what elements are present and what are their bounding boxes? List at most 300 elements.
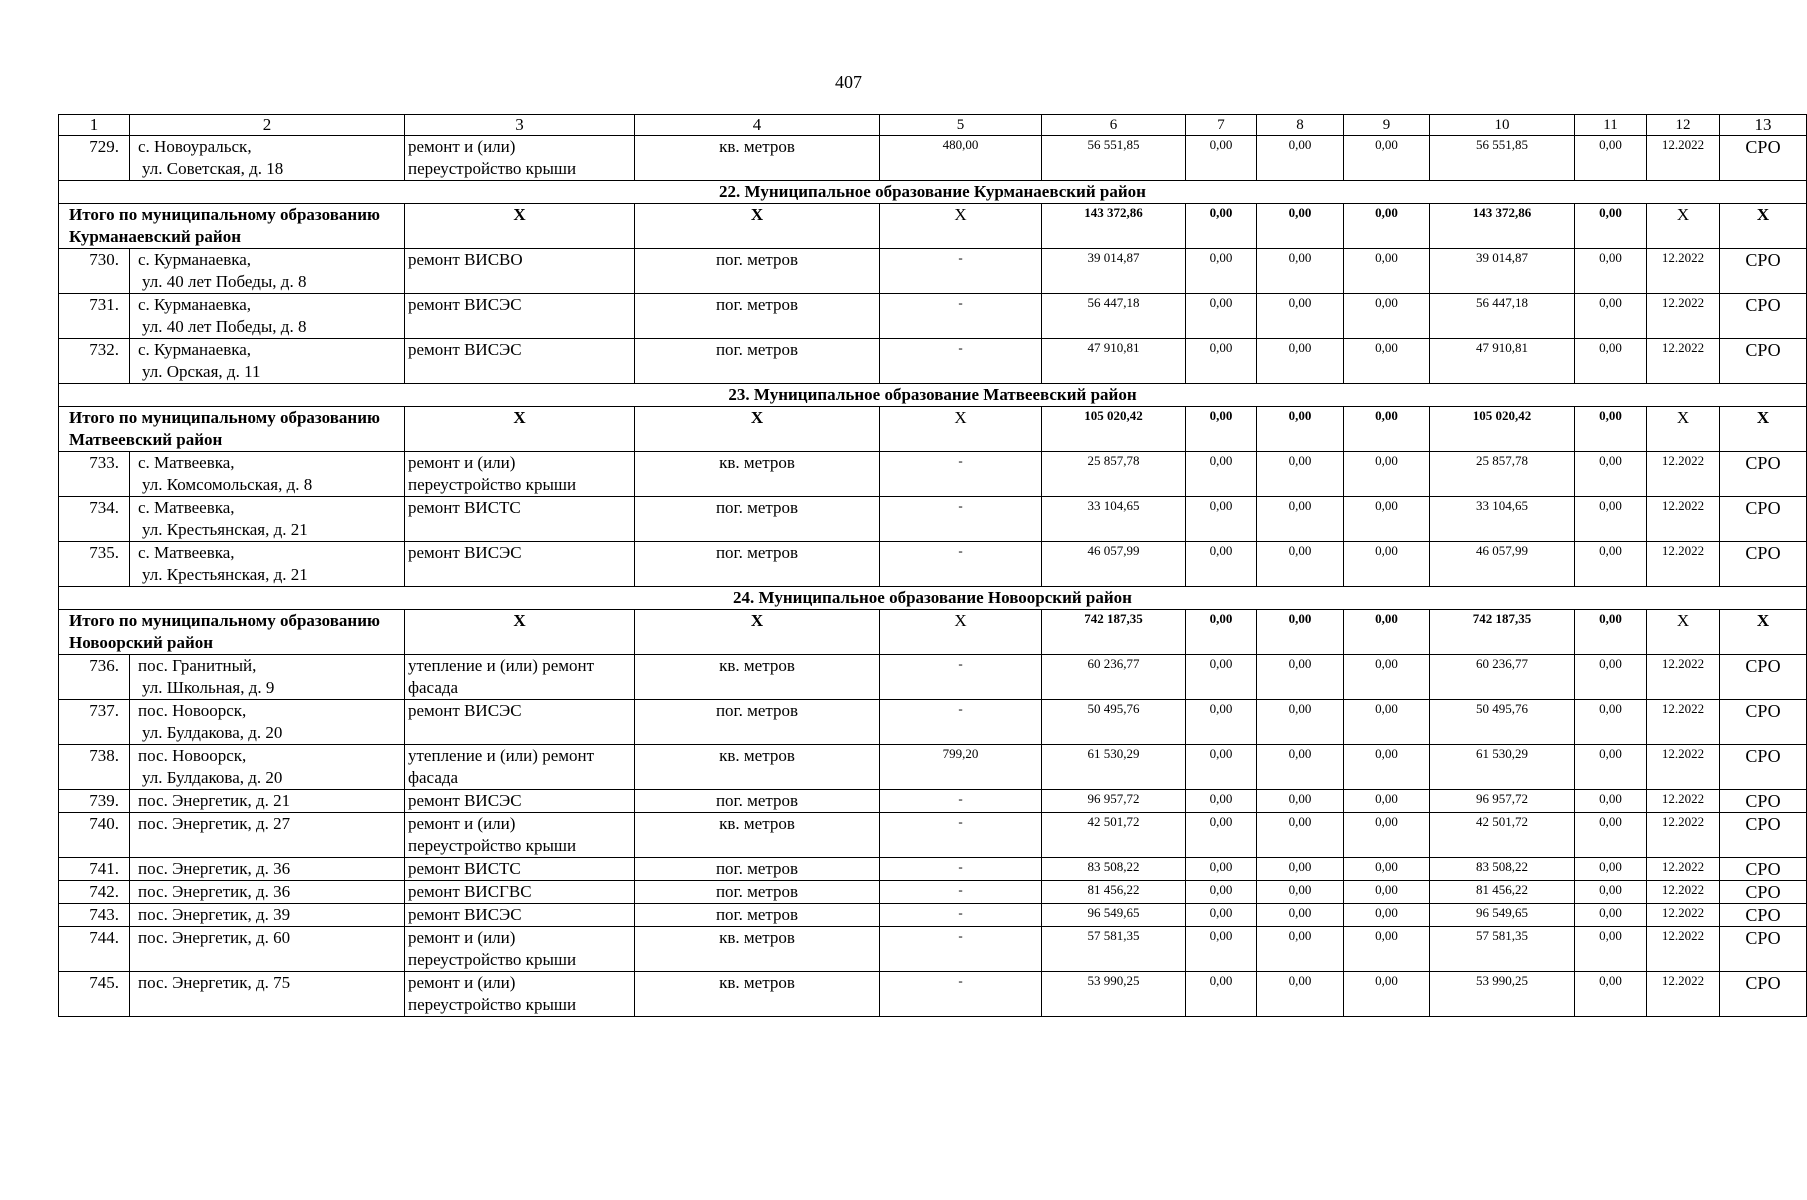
table-row [59, 972, 1807, 1017]
value-cell: 0,00 [1344, 497, 1430, 542]
work-type: ремонт и (или) переустройство крыши [405, 972, 635, 1017]
value-cell: 0,00 [1186, 542, 1257, 587]
value-cell: 0,00 [1344, 927, 1430, 972]
total-cost-cell: 60 236,77 [1042, 655, 1186, 700]
work-type: ремонт ВИСВО [405, 249, 635, 294]
total-value-cell: 0,00 [1257, 204, 1344, 249]
fund-cost-cell: 60 236,77 [1430, 655, 1575, 700]
area-cell: 480,00 [880, 136, 1042, 181]
table-row [59, 294, 1807, 339]
total-x-cell: X [880, 204, 1042, 249]
value-cell: 0,00 [1257, 858, 1344, 881]
value-cell: 0,00 [1186, 904, 1257, 927]
total-x-cell: X [1720, 407, 1807, 452]
total-label: Итого по муниципальному образованию Новоорский район [59, 610, 405, 655]
value-cell: 0,00 [1257, 542, 1344, 587]
area-cell: - [880, 790, 1042, 813]
section-row [59, 587, 1807, 610]
unit-cell: пог. метров [635, 249, 880, 294]
value-cell: 0,00 [1186, 881, 1257, 904]
address-line-1: пос. Новоорск, [138, 701, 247, 720]
total-cost-cell: 39 014,87 [1042, 249, 1186, 294]
address-line-1: с. Курманаевка, [138, 295, 252, 314]
section-title: 23. Муниципальное образование Матвеевский район [59, 384, 1807, 407]
area-cell: - [880, 497, 1042, 542]
address-cell [130, 700, 405, 745]
total-cost-cell: 42 501,72 [1042, 813, 1186, 858]
work-type: ремонт ВИСЭС [405, 700, 635, 745]
date-cell: 12.2022 [1647, 452, 1720, 497]
unit-cell: пог. метров [635, 700, 880, 745]
date-cell: 12.2022 [1647, 339, 1720, 384]
address-cell [130, 294, 405, 339]
row-number: 742. [59, 881, 130, 904]
value-cell: 0,00 [1257, 972, 1344, 1017]
fund-cost-cell: 61 530,29 [1430, 745, 1575, 790]
date-cell: 12.2022 [1647, 294, 1720, 339]
total-row [59, 204, 1807, 249]
address-line-1: с. Курманаевка, [138, 250, 252, 269]
value-cell: 0,00 [1186, 858, 1257, 881]
value-cell: 0,00 [1575, 881, 1647, 904]
total-x-cell: X [1647, 610, 1720, 655]
address-cell [130, 136, 405, 181]
row-number: 744. [59, 927, 130, 972]
unit-cell: пог. метров [635, 497, 880, 542]
capital-repair-table [58, 114, 1807, 1017]
total-value-cell: 0,00 [1575, 610, 1647, 655]
value-cell: 0,00 [1186, 249, 1257, 294]
total-value-cell: 0,00 [1344, 610, 1430, 655]
address-line-1: с. Новоуральск, [138, 137, 252, 156]
address-cell [130, 339, 405, 384]
area-cell: - [880, 813, 1042, 858]
value-cell: 0,00 [1186, 700, 1257, 745]
row-number: 743. [59, 904, 130, 927]
table-row [59, 904, 1807, 927]
value-cell: 0,00 [1186, 745, 1257, 790]
area-cell: - [880, 881, 1042, 904]
value-cell: 0,00 [1257, 904, 1344, 927]
address-cell [130, 813, 405, 858]
value-cell: 0,00 [1257, 745, 1344, 790]
unit-cell: пог. метров [635, 294, 880, 339]
value-cell: 0,00 [1186, 813, 1257, 858]
total-label: Итого по муниципальному образованию Матвеевский район [59, 407, 405, 452]
address-line-1: с. Матвеевка, [138, 453, 235, 472]
section-title: 22. Муниципальное образование Курманаевский район [59, 181, 1807, 204]
total-cost-cell: 83 508,22 [1042, 858, 1186, 881]
fund-cost-cell: 96 957,72 [1430, 790, 1575, 813]
fund-cost-cell: 57 581,35 [1430, 927, 1575, 972]
value-cell: 0,00 [1186, 927, 1257, 972]
header-cell-4: 4 [635, 115, 880, 136]
value-cell: 0,00 [1344, 339, 1430, 384]
address-line-1: с. Курманаевка, [138, 340, 252, 359]
total-x-cell: X [635, 610, 880, 655]
date-cell: 12.2022 [1647, 790, 1720, 813]
total-cost-cell: 53 990,25 [1042, 972, 1186, 1017]
work-type: ремонт ВИСЭС [405, 542, 635, 587]
table-row [59, 881, 1807, 904]
header-cell-9: 9 [1344, 115, 1430, 136]
work-type: ремонт ВИСГВС [405, 881, 635, 904]
fund-cost-cell: 42 501,72 [1430, 813, 1575, 858]
unit-cell: пог. метров [635, 790, 880, 813]
area-cell: - [880, 655, 1042, 700]
value-cell: 0,00 [1186, 294, 1257, 339]
date-cell: 12.2022 [1647, 927, 1720, 972]
value-cell: 0,00 [1344, 452, 1430, 497]
address-line-2: ул. Школьная, д. 9 [142, 678, 275, 697]
total-value-cell: 0,00 [1575, 407, 1647, 452]
fund-cost-cell: 56 447,18 [1430, 294, 1575, 339]
value-cell: 0,00 [1344, 813, 1430, 858]
unit-cell: кв. метров [635, 655, 880, 700]
unit-cell: кв. метров [635, 452, 880, 497]
value-cell: 0,00 [1257, 655, 1344, 700]
header-cell-8: 8 [1257, 115, 1344, 136]
row-number: 735. [59, 542, 130, 587]
value-cell: 0,00 [1186, 497, 1257, 542]
address-line-1: пос. Энергетик, д. 60 [138, 928, 291, 947]
fund-cost-cell: 25 857,78 [1430, 452, 1575, 497]
address-line-2: ул. Крестьянская, д. 21 [142, 520, 308, 539]
date-cell: 12.2022 [1647, 700, 1720, 745]
value-cell: 0,00 [1344, 655, 1430, 700]
area-cell: - [880, 294, 1042, 339]
total-value-cell: 0,00 [1186, 610, 1257, 655]
fund-cost-cell: 56 551,85 [1430, 136, 1575, 181]
work-type: утепление и (или) ремонт фасада [405, 655, 635, 700]
area-cell: - [880, 858, 1042, 881]
value-cell: 0,00 [1257, 813, 1344, 858]
value-cell: 0,00 [1575, 904, 1647, 927]
fund-cost-cell: 50 495,76 [1430, 700, 1575, 745]
source-cell: СРО [1720, 497, 1807, 542]
value-cell: 0,00 [1257, 249, 1344, 294]
source-cell: СРО [1720, 249, 1807, 294]
address-line-2: ул. 40 лет Победы, д. 8 [142, 272, 307, 291]
address-cell [130, 745, 405, 790]
work-type: ремонт и (или) переустройство крыши [405, 927, 635, 972]
total-cost-cell: 61 530,29 [1042, 745, 1186, 790]
value-cell: 0,00 [1575, 813, 1647, 858]
total-x-cell: X [1647, 407, 1720, 452]
value-cell: 0,00 [1575, 790, 1647, 813]
address-line-1: с. Матвеевка, [138, 498, 235, 517]
table-row [59, 542, 1807, 587]
area-cell: - [880, 249, 1042, 294]
total-x-cell: X [1720, 204, 1807, 249]
total-cost-cell: 57 581,35 [1042, 927, 1186, 972]
total-value-cell: 0,00 [1575, 204, 1647, 249]
address-line-1: пос. Энергетик, д. 75 [138, 973, 291, 992]
row-number: 733. [59, 452, 130, 497]
header-cell-5: 5 [880, 115, 1042, 136]
date-cell: 12.2022 [1647, 972, 1720, 1017]
address-line-2: ул. Крестьянская, д. 21 [142, 565, 308, 584]
row-number: 729. [59, 136, 130, 181]
row-number: 736. [59, 655, 130, 700]
source-cell: СРО [1720, 858, 1807, 881]
row-number: 732. [59, 339, 130, 384]
table-row [59, 452, 1807, 497]
row-number: 737. [59, 700, 130, 745]
address-line-2: ул. 40 лет Победы, д. 8 [142, 317, 307, 336]
total-fund-cost: 143 372,86 [1430, 204, 1575, 249]
fund-cost-cell: 81 456,22 [1430, 881, 1575, 904]
area-cell: - [880, 339, 1042, 384]
row-number: 741. [59, 858, 130, 881]
work-type: ремонт ВИСЭС [405, 294, 635, 339]
address-cell [130, 881, 405, 904]
address-cell [130, 249, 405, 294]
work-type: ремонт ВИСТС [405, 497, 635, 542]
total-cost-cell: 81 456,22 [1042, 881, 1186, 904]
row-number: 731. [59, 294, 130, 339]
total-value-cell: 0,00 [1257, 407, 1344, 452]
value-cell: 0,00 [1344, 858, 1430, 881]
total-value-cell: 0,00 [1257, 610, 1344, 655]
total-value-cell: 0,00 [1186, 407, 1257, 452]
address-cell [130, 497, 405, 542]
unit-cell: кв. метров [635, 136, 880, 181]
address-line-2: ул. Советская, д. 18 [142, 159, 284, 178]
table-row [59, 700, 1807, 745]
table-row [59, 813, 1807, 858]
fund-cost-cell: 33 104,65 [1430, 497, 1575, 542]
total-x-cell: X [635, 204, 880, 249]
total-value-cell: 0,00 [1344, 407, 1430, 452]
address-line-1: пос. Энергетик, д. 21 [138, 791, 291, 810]
fund-cost-cell: 96 549,65 [1430, 904, 1575, 927]
unit-cell: кв. метров [635, 745, 880, 790]
total-x-cell: X [880, 610, 1042, 655]
row-number: 734. [59, 497, 130, 542]
value-cell: 0,00 [1257, 881, 1344, 904]
table-row [59, 497, 1807, 542]
total-row [59, 610, 1807, 655]
date-cell: 12.2022 [1647, 904, 1720, 927]
total-fund-cost: 742 187,35 [1430, 610, 1575, 655]
value-cell: 0,00 [1344, 745, 1430, 790]
value-cell: 0,00 [1575, 249, 1647, 294]
table-row [59, 790, 1807, 813]
address-cell [130, 904, 405, 927]
total-x-cell: X [880, 407, 1042, 452]
address-line-1: пос. Новоорск, [138, 746, 247, 765]
header-cell-10: 10 [1430, 115, 1575, 136]
header-cell-13: 13 [1720, 115, 1807, 136]
total-value-cell: 0,00 [1344, 204, 1430, 249]
address-line-1: пос. Энергетик, д. 36 [138, 882, 291, 901]
unit-cell: пог. метров [635, 904, 880, 927]
value-cell: 0,00 [1344, 294, 1430, 339]
unit-cell: кв. метров [635, 972, 880, 1017]
source-cell: СРО [1720, 904, 1807, 927]
fund-cost-cell: 39 014,87 [1430, 249, 1575, 294]
fund-cost-cell: 53 990,25 [1430, 972, 1575, 1017]
source-cell: СРО [1720, 294, 1807, 339]
value-cell: 0,00 [1575, 700, 1647, 745]
value-cell: 0,00 [1575, 858, 1647, 881]
address-line-2: ул. Комсомольская, д. 8 [142, 475, 313, 494]
value-cell: 0,00 [1575, 136, 1647, 181]
address-cell [130, 927, 405, 972]
table-row [59, 249, 1807, 294]
work-type: ремонт и (или) переустройство крыши [405, 813, 635, 858]
address-line-2: ул. Булдакова, д. 20 [142, 768, 283, 787]
address-line-1: пос. Энергетик, д. 39 [138, 905, 291, 924]
work-type: ремонт и (или) переустройство крыши [405, 452, 635, 497]
section-row [59, 181, 1807, 204]
header-cell-1: 1 [59, 115, 130, 136]
date-cell: 12.2022 [1647, 813, 1720, 858]
area-cell: - [880, 452, 1042, 497]
header-cell-12: 12 [1647, 115, 1720, 136]
total-x-cell: X [405, 610, 635, 655]
value-cell: 0,00 [1575, 927, 1647, 972]
value-cell: 0,00 [1344, 790, 1430, 813]
total-x-cell: X [1720, 610, 1807, 655]
unit-cell: пог. метров [635, 881, 880, 904]
source-cell: СРО [1720, 136, 1807, 181]
work-type: ремонт и (или) переустройство крыши [405, 136, 635, 181]
address-cell [130, 972, 405, 1017]
total-cost-cell: 56 551,85 [1042, 136, 1186, 181]
source-cell: СРО [1720, 927, 1807, 972]
area-cell: - [880, 927, 1042, 972]
value-cell: 0,00 [1575, 745, 1647, 790]
total-fund-cost: 105 020,42 [1430, 407, 1575, 452]
address-cell [130, 542, 405, 587]
value-cell: 0,00 [1257, 497, 1344, 542]
page-number: 407 [835, 72, 862, 92]
total-cost: 742 187,35 [1042, 610, 1186, 655]
unit-cell: кв. метров [635, 927, 880, 972]
date-cell: 12.2022 [1647, 745, 1720, 790]
row-number: 740. [59, 813, 130, 858]
value-cell: 0,00 [1344, 972, 1430, 1017]
value-cell: 0,00 [1575, 497, 1647, 542]
total-value-cell: 0,00 [1186, 204, 1257, 249]
value-cell: 0,00 [1186, 790, 1257, 813]
unit-cell: пог. метров [635, 542, 880, 587]
unit-cell: кв. метров [635, 813, 880, 858]
value-cell: 0,00 [1257, 927, 1344, 972]
section-title: 24. Муниципальное образование Новоорский район [59, 587, 1807, 610]
address-line-2: ул. Орская, д. 11 [142, 362, 261, 381]
area-cell: - [880, 542, 1042, 587]
section-row [59, 384, 1807, 407]
header-cell-2: 2 [130, 115, 405, 136]
address-cell [130, 790, 405, 813]
total-x-cell: X [405, 204, 635, 249]
total-cost-cell: 50 495,76 [1042, 700, 1186, 745]
unit-cell: пог. метров [635, 858, 880, 881]
value-cell: 0,00 [1575, 339, 1647, 384]
address-cell [130, 452, 405, 497]
table-row [59, 136, 1807, 181]
header-cell-7: 7 [1186, 115, 1257, 136]
date-cell: 12.2022 [1647, 655, 1720, 700]
date-cell: 12.2022 [1647, 881, 1720, 904]
area-cell: 799,20 [880, 745, 1042, 790]
source-cell: СРО [1720, 655, 1807, 700]
value-cell: 0,00 [1257, 294, 1344, 339]
row-number: 738. [59, 745, 130, 790]
value-cell: 0,00 [1257, 136, 1344, 181]
header-cell-3: 3 [405, 115, 635, 136]
total-cost-cell: 96 549,65 [1042, 904, 1186, 927]
source-cell: СРО [1720, 790, 1807, 813]
date-cell: 12.2022 [1647, 858, 1720, 881]
total-cost-cell: 56 447,18 [1042, 294, 1186, 339]
area-cell: - [880, 700, 1042, 745]
value-cell: 0,00 [1344, 136, 1430, 181]
total-cost: 105 020,42 [1042, 407, 1186, 452]
total-cost-cell: 33 104,65 [1042, 497, 1186, 542]
total-cost-cell: 46 057,99 [1042, 542, 1186, 587]
value-cell: 0,00 [1575, 542, 1647, 587]
total-cost: 143 372,86 [1042, 204, 1186, 249]
header-row [59, 115, 1807, 136]
fund-cost-cell: 83 508,22 [1430, 858, 1575, 881]
date-cell: 12.2022 [1647, 136, 1720, 181]
area-cell: - [880, 904, 1042, 927]
address-line-1: пос. Энергетик, д. 27 [138, 814, 291, 833]
value-cell: 0,00 [1186, 452, 1257, 497]
table-row [59, 745, 1807, 790]
table-row [59, 927, 1807, 972]
total-x-cell: X [405, 407, 635, 452]
address-line-1: пос. Энергетик, д. 36 [138, 859, 291, 878]
total-label: Итого по муниципальному образованию Курманаевский район [59, 204, 405, 249]
fund-cost-cell: 47 910,81 [1430, 339, 1575, 384]
value-cell: 0,00 [1344, 700, 1430, 745]
work-type: ремонт ВИСТС [405, 858, 635, 881]
source-cell: СРО [1720, 452, 1807, 497]
date-cell: 12.2022 [1647, 249, 1720, 294]
source-cell: СРО [1720, 813, 1807, 858]
value-cell: 0,00 [1257, 790, 1344, 813]
value-cell: 0,00 [1575, 972, 1647, 1017]
total-x-cell: X [1647, 204, 1720, 249]
table-row [59, 339, 1807, 384]
address-line-1: пос. Гранитный, [138, 656, 257, 675]
work-type: ремонт ВИСЭС [405, 339, 635, 384]
address-line-2: ул. Булдакова, д. 20 [142, 723, 283, 742]
total-x-cell: X [635, 407, 880, 452]
value-cell: 0,00 [1186, 339, 1257, 384]
source-cell: СРО [1720, 745, 1807, 790]
value-cell: 0,00 [1344, 542, 1430, 587]
value-cell: 0,00 [1257, 452, 1344, 497]
work-type: ремонт ВИСЭС [405, 790, 635, 813]
value-cell: 0,00 [1344, 904, 1430, 927]
value-cell: 0,00 [1575, 294, 1647, 339]
source-cell: СРО [1720, 339, 1807, 384]
row-number: 730. [59, 249, 130, 294]
source-cell: СРО [1720, 972, 1807, 1017]
value-cell: 0,00 [1257, 700, 1344, 745]
header-cell-6: 6 [1042, 115, 1186, 136]
value-cell: 0,00 [1186, 655, 1257, 700]
value-cell: 0,00 [1575, 655, 1647, 700]
row-number: 739. [59, 790, 130, 813]
total-cost-cell: 96 957,72 [1042, 790, 1186, 813]
